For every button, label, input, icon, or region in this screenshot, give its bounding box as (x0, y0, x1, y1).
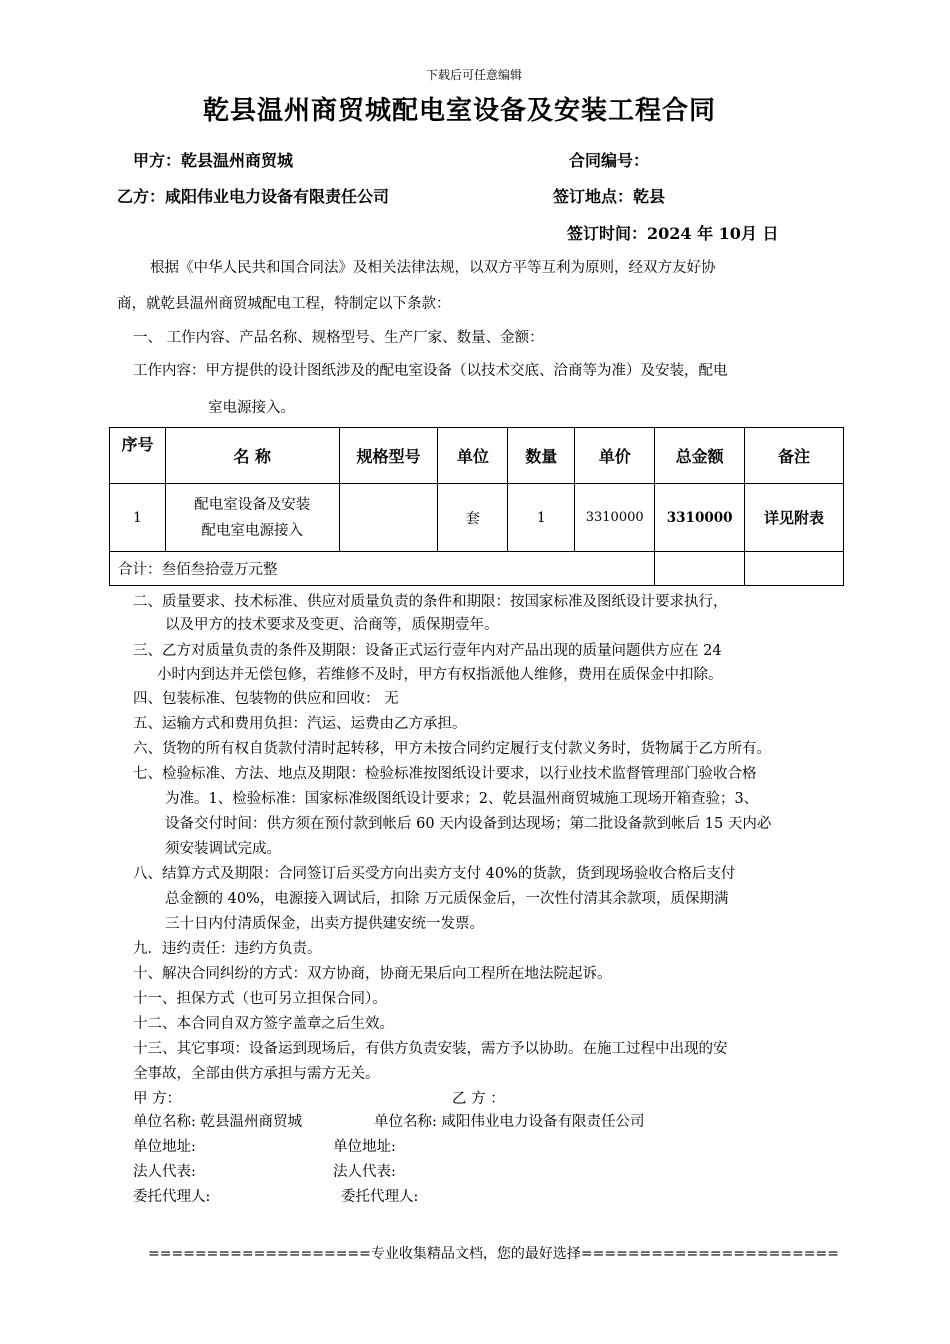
cell-remark: 详见附表 (745, 484, 844, 552)
sign-a-unit: 单位名称: 乾县温州商贸城 (133, 1114, 302, 1130)
sum-label: 合计：叁佰叁拾壹万元整 (110, 552, 655, 586)
cell-name-line-2: 配电室电源接入 (201, 522, 304, 539)
clause-7-line-2: 为准。1、检验标准：国家标准级图纸设计要求；2、乾县温州商贸城施工现场开箱查验；3、 (165, 791, 759, 807)
intro-line-1: 根据《中华人民共和国合同法》及相关法律法规，以双方平等互利为原则，经双方友好协 (150, 260, 716, 276)
sign-a-agent: 委托代理人: (133, 1189, 211, 1205)
clause-8-line-2: 总金额的 40%，电源接入调试后，扣除 万元质保金后，一次性付清其余款项，质保期满 (165, 891, 729, 907)
clause-8-line-3: 三十日内付清质保金，出卖方提供建安统一发票。 (165, 916, 484, 932)
clause-3-line-1: 三、乙方对质量负责的条件及期限：设备正式运行壹年内对产品出现的质量问题供方应在 24 (133, 643, 722, 659)
items-table (109, 427, 844, 586)
sign-party-b-label: 乙 方 ： (452, 1091, 505, 1107)
clause-2-line-2: 以及甲方的技术要求及变更、洽商等，质保期壹年。 (165, 617, 499, 633)
header-qty: 数量 (508, 428, 575, 484)
sign-a-legal: 法人代表: (133, 1164, 196, 1180)
cell-name (165, 484, 339, 552)
cell-price: 3310000 (575, 484, 655, 552)
header-no: 序号 (110, 428, 166, 484)
document-title: 乾县温州商贸城配电室设备及安装工程合同 (203, 96, 717, 126)
clause-7-line-4: 须安装调试完成。 (165, 841, 281, 857)
clause-10: 十、解决合同纠纷的方式：双方协商，协商无果后向工程所在地法院起诉。 (133, 966, 612, 982)
cell-qty: 1 (508, 484, 575, 552)
sign-b-address: 单位地址: (333, 1139, 396, 1155)
table-row (110, 484, 844, 552)
work-content-line-2: 室电源接入。 (208, 400, 295, 416)
cell-no: 1 (110, 484, 166, 552)
work-content-line-1: 工作内容：甲方提供的设计图纸涉及的配电室设备（以技术交底、洽商等为准）及安装，配电 (133, 363, 728, 379)
clause-12: 十二、本合同自双方签字盖章之后生效。 (133, 1016, 394, 1032)
sign-time: 签订时间：2024 年 10月 日 (567, 224, 779, 243)
cell-spec (339, 484, 438, 552)
header-spec: 规格型号 (339, 428, 438, 484)
sum-total-cell (655, 552, 745, 586)
clause-3-line-2: 小时内到达并无偿包修，若维修不及时，甲方有权指派他人维修，费用在质保金中扣除。 (157, 667, 723, 683)
cell-total: 3310000 (655, 484, 745, 552)
cell-unit: 套 (438, 484, 508, 552)
header-total: 总金额 (655, 428, 745, 484)
cell-name-line-1: 配电室设备及安装 (194, 496, 311, 513)
clause-11: 十一、担保方式（也可另立担保合同）。 (133, 991, 387, 1007)
clause-8-line-1: 八、结算方式及期限：合同签订后买受方向出卖方支付 40%的货款，货到现场验收合格后支付 (133, 866, 736, 882)
sign-place: 签订地点：乾县 (553, 187, 666, 206)
header-remark: 备注 (745, 428, 844, 484)
clause-9: 九．违约责任：违约方负责。 (133, 941, 322, 957)
sign-b-agent: 委托代理人: (341, 1189, 419, 1205)
header-name: 名 称 (165, 428, 339, 484)
header-unit: 单位 (438, 428, 508, 484)
contract-number: 合同编号： (569, 151, 650, 170)
intro-line-2: 商，就乾县温州商贸城配电工程，特制定以下条款： (117, 296, 451, 312)
party-a-header: 甲方：乾县温州商贸城 (133, 151, 294, 170)
clause-7-line-3: 设备交付时间：供方须在预付款到帐后 60 天内设备到达现场；第二批设备款到帐后 15 天内必 (165, 816, 772, 832)
sign-party-a-label: 甲 方： (133, 1091, 182, 1107)
clause-13-line-2: 全事故，全部由供方承担与需方无关。 (133, 1066, 380, 1082)
sign-b-unit: 单位名称: 咸阳伟业电力设备有限责任公司 (374, 1114, 645, 1130)
sign-b-legal: 法人代表: (333, 1164, 396, 1180)
clause-2-line-1: 二、质量要求、技术标准、供应对质量负责的条件和期限：按国家标准及图纸设计要求执行， (133, 594, 728, 610)
clause-5: 五、运输方式和费用负担：汽运、运费由乙方承担。 (133, 716, 467, 732)
clause-13-line-1: 十三、其它事项：设备运到现场后，有供方负责安装，需方予以协助。在施工过程中出现的安 (133, 1041, 728, 1057)
clause-6: 六、货物的所有权自货款付清时起转移，甲方未按合同约定履行支付款义务时，货物属于乙方所有。 (133, 741, 771, 757)
section-1-heading: 一、 工作内容、产品名称、规格型号、生产厂家、数量、金额： (133, 330, 544, 346)
party-b-header: 乙方：咸阳伟业电力设备有限责任公司 (117, 187, 390, 206)
table-sum-row (110, 552, 844, 586)
clause-4: 四、包装标准、包装物的供应和回收： 无 (133, 691, 399, 707)
sign-a-address: 单位地址: (133, 1139, 196, 1155)
top-watermark: 下载后可任意编辑 (426, 68, 523, 82)
clause-7-line-1: 七、检验标准、方法、地点及期限：检验标准按图纸设计要求，以行业技术监督管理部门验收合格 (133, 766, 757, 782)
sum-remark-cell (745, 552, 844, 586)
header-price: 单价 (575, 428, 655, 484)
footer-banner: ===================专业收集精品文档，您的最好选择====================== (148, 1246, 839, 1262)
